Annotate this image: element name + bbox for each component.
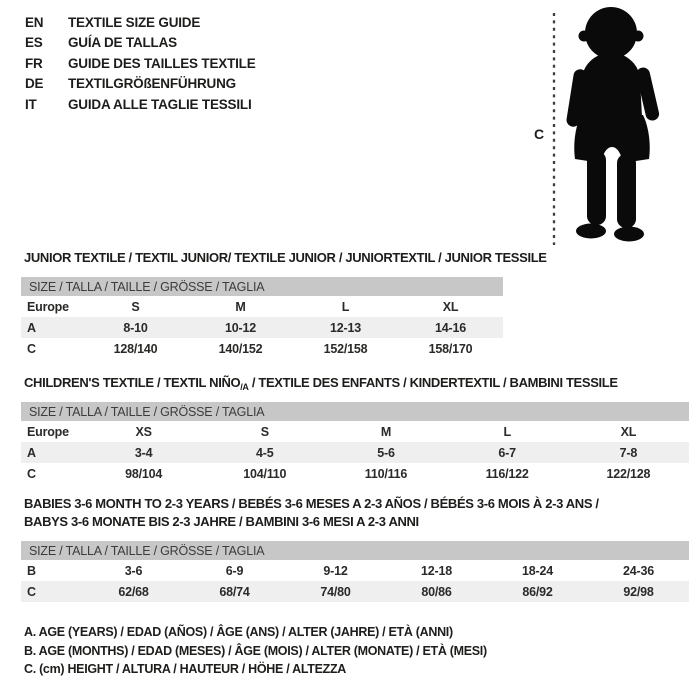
children-table-title <box>24 375 618 392</box>
size-cell: M <box>380 424 392 439</box>
size-cell: 18-24 <box>522 563 553 578</box>
title-post: / TEXTILE DES ENFANTS / KINDERTEXTIL / BAMBINI TESSILE <box>248 375 618 390</box>
size-header-band <box>21 277 503 296</box>
language-title-list <box>25 13 256 115</box>
children-size-table <box>21 402 689 484</box>
lang-title-en: TEXTILE SIZE GUIDE <box>68 15 201 30</box>
size-header-band <box>21 402 689 421</box>
size-cell: M <box>235 299 246 314</box>
row-label: Europe <box>27 424 69 439</box>
footnote-c-height: C. (cm) HEIGHT / ALTURA / HAUTEUR / HÖHE / ALTEZZA <box>24 662 347 677</box>
babies-title-line2: BABYS 3-6 MONATE BIS 2-3 JAHRE / BAMBINI 3-6 MESI A 2-3 ANNI <box>24 513 419 529</box>
table-row-height <box>21 463 689 484</box>
size-cell: XL <box>442 299 459 314</box>
size-cell: 4-5 <box>204 442 325 463</box>
size-cell: 80/86 <box>386 581 487 602</box>
size-cell: 3-6 <box>124 563 143 578</box>
height-label-c: C <box>534 126 545 142</box>
language-row-fr <box>25 54 256 74</box>
table-row-height <box>21 338 503 359</box>
lang-title-it: GUIDA ALLE TAGLIE TESSILI <box>68 96 252 112</box>
table-row-age <box>21 317 503 338</box>
size-cell: 3-4 <box>83 442 204 463</box>
size-header-label: SIZE / TALLA / TAILLE / GRÖSSE / TAGLIA <box>21 402 689 421</box>
size-cell: 152/158 <box>323 341 368 356</box>
size-cell: 110/116 <box>364 466 408 481</box>
size-cell: 14-16 <box>398 317 503 338</box>
lang-code-it: IT <box>25 96 37 112</box>
lang-code-fr: FR <box>25 55 43 71</box>
row-label: B <box>27 563 36 578</box>
footnote-b-age-months: B. AGE (MONTHS) / EDAD (MESES) / ÂGE (MOIS) / ALTER (MONATE) / ETÀ (MESI) <box>24 643 487 658</box>
junior-table-title: JUNIOR TEXTILE / TEXTIL JUNIOR/ TEXTILE JUNIOR / JUNIORTEXTIL / JUNIOR TESSILE <box>24 250 547 265</box>
figure-svg <box>525 5 700 251</box>
size-cell: 62/68 <box>83 581 184 602</box>
language-row-es <box>25 33 256 53</box>
junior-size-table <box>21 277 503 359</box>
row-label: C <box>21 581 83 602</box>
row-label: C <box>27 466 36 481</box>
size-cell: 5-6 <box>325 442 446 463</box>
size-cell: 128/140 <box>113 341 158 356</box>
size-cell: 86/92 <box>487 581 588 602</box>
size-cell: L <box>341 299 350 314</box>
table-row-europe <box>21 421 689 442</box>
size-cell: 9-12 <box>323 563 348 578</box>
size-cell: 92/98 <box>588 581 689 602</box>
row-label: Europe <box>27 299 69 314</box>
lang-code-es: ES <box>25 35 43 51</box>
babies-size-table <box>21 541 689 602</box>
size-cell: 116/122 <box>485 466 529 481</box>
size-cell: 8-10 <box>83 317 188 338</box>
babies-title-line1: BABIES 3-6 MONTH TO 2-3 YEARS / BEBÉS 3-6 MESES A 2-3 AÑOS / BÉBÉS 3-6 MOIS À 2-3 ANS / <box>24 496 599 511</box>
size-cell: 12-18 <box>421 563 452 578</box>
language-row-it <box>25 95 256 115</box>
size-cell: 24-36 <box>623 563 654 578</box>
size-cell: L <box>503 424 511 439</box>
size-cell: 6-9 <box>225 563 244 578</box>
row-label: A <box>21 317 83 338</box>
table-row-age <box>21 442 689 463</box>
size-cell: S <box>131 299 140 314</box>
size-cell: 7-8 <box>568 442 689 463</box>
table-row-europe <box>21 296 503 317</box>
footnote-a-age-years: A. AGE (YEARS) / EDAD (AÑOS) / ÂGE (ANS) / ALTER (JAHRE) / ETÀ (ANNI) <box>24 625 453 639</box>
title-pre: CHILDREN'S TEXTILE / TEXTIL NIÑO <box>24 375 241 390</box>
row-label: A <box>21 442 83 463</box>
size-cell: S <box>260 424 269 439</box>
size-cell: 140/152 <box>218 341 263 356</box>
size-cell: 122/128 <box>606 466 651 481</box>
lang-code-en: EN <box>25 15 44 30</box>
size-cell: 104/110 <box>243 466 287 481</box>
size-header-band <box>21 541 689 560</box>
height-measure-figure <box>525 5 700 251</box>
size-header-label: SIZE / TALLA / TAILLE / GRÖSSE / TAGLIA <box>21 541 689 560</box>
row-label: C <box>27 341 36 356</box>
language-row-en <box>25 13 256 33</box>
size-cell: XL <box>620 424 637 439</box>
size-cell: 74/80 <box>285 581 386 602</box>
size-cell: 6-7 <box>447 442 568 463</box>
size-header-label: SIZE / TALLA / TAILLE / GRÖSSE / TAGLIA <box>21 277 503 296</box>
babies-table-title <box>24 495 684 530</box>
size-cell: 158/170 <box>428 341 473 356</box>
title-subscript: /A <box>240 382 249 392</box>
size-cell: 68/74 <box>184 581 285 602</box>
size-cell: XS <box>135 424 152 439</box>
lang-title-fr: GUIDE DES TAILLES TEXTILE <box>68 55 256 71</box>
lang-title-de: TEXTILGRÖßENFÜHRUNG <box>68 76 236 92</box>
size-cell: 12-13 <box>293 317 398 338</box>
lang-code-de: DE <box>25 76 44 92</box>
lang-title-es: GUÍA DE TALLAS <box>68 35 177 51</box>
size-cell: 10-12 <box>188 317 293 338</box>
legend-footnotes <box>24 623 487 679</box>
language-row-de <box>25 74 256 94</box>
size-cell: 98/104 <box>125 466 163 481</box>
toddler-silhouette-icon <box>566 7 661 242</box>
table-row-months <box>21 560 689 581</box>
table-row-height <box>21 581 689 602</box>
